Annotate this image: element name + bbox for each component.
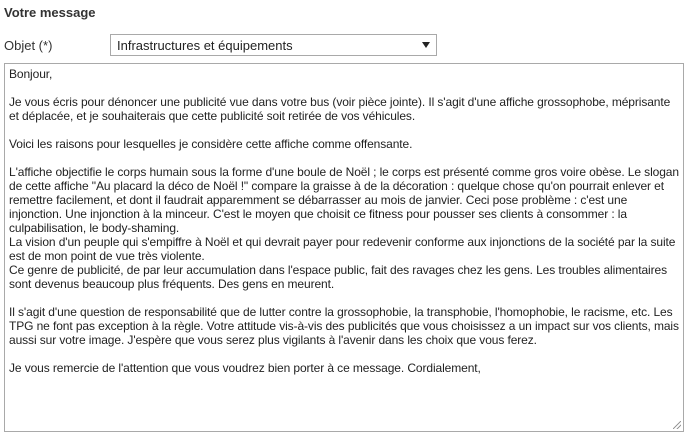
message-paragraph-greeting: Bonjour, [9,67,53,81]
message-textarea[interactable] [4,63,684,432]
message-paragraph-reasons: Voici les raisons pour lesquelles je considère cette affiche comme offensante. [9,137,413,151]
section-title: Votre message [4,5,96,20]
subject-select[interactable] [110,34,437,56]
message-paragraph-analysis: L'affiche objectifie le corps humain sous la forme d'une boule de Noël ; le corps est présenté comme gros voire obèse. Le slogan de cette affiche "Au placard la déco de Noël !" compare la graisse à de la décoration : quelque chose qu'on pourrait enlever et remettre facilement, et dont il faudrait apparemment se débarrasser au mois de janvier. Ceci pose problème : c'est une injonction. Une injonction à la minceur. C'est le moyen que choisit ce fitness pour pousser ses clients à consommer : la culpabilisation, le body-shaming. [9,165,679,235]
resize-handle[interactable] [673,421,681,429]
message-paragraph-closing: Je vous remercie de l'attention que vous voudrez bien porter à ce message. Cordialement, [9,361,481,375]
message-paragraph-impact: Ce genre de publicité, de par leur accumulation dans l'espace public, fait des ravages chez les gens. Les troubles alimentaires sont devenus beaucoup plus fréquents. Des gens en meurent. [9,263,667,291]
message-paragraph-intro: Je vous écris pour dénoncer une publicité vue dans votre bus (voir pièce jointe). Il s'agit d'une affiche grossophobe, méprisante et déplacée, et je souhaiterais que cette publicité soit retirée de vos véhicules. [9,95,671,123]
subject-select-value: Infrastructures et équipements [117,37,293,53]
message-paragraph-vision: La vision d'un peuple qui s'empiffre à Noël et qui devrait payer pour redevenir conforme aux injonctions de la société par la suite est de mon point de vue très violente. [9,235,676,263]
chevron-down-icon [422,42,430,48]
message-paragraph-responsibility: Il s'agit d'une question de responsabilité que de lutter contre la grossophobie, la transphobie, l'homophobie, le racisme, etc. Les TPG ne font pas exception à la règle. Votre attitude vis-à-vis des publicités que vous choisissez a un impact sur vos clients, mais aussi sur votre image. J'espère que vous serez plus vigilants à l'avenir dans les choix que vous ferez. [9,305,679,347]
subject-label: Objet (*) [4,38,53,53]
